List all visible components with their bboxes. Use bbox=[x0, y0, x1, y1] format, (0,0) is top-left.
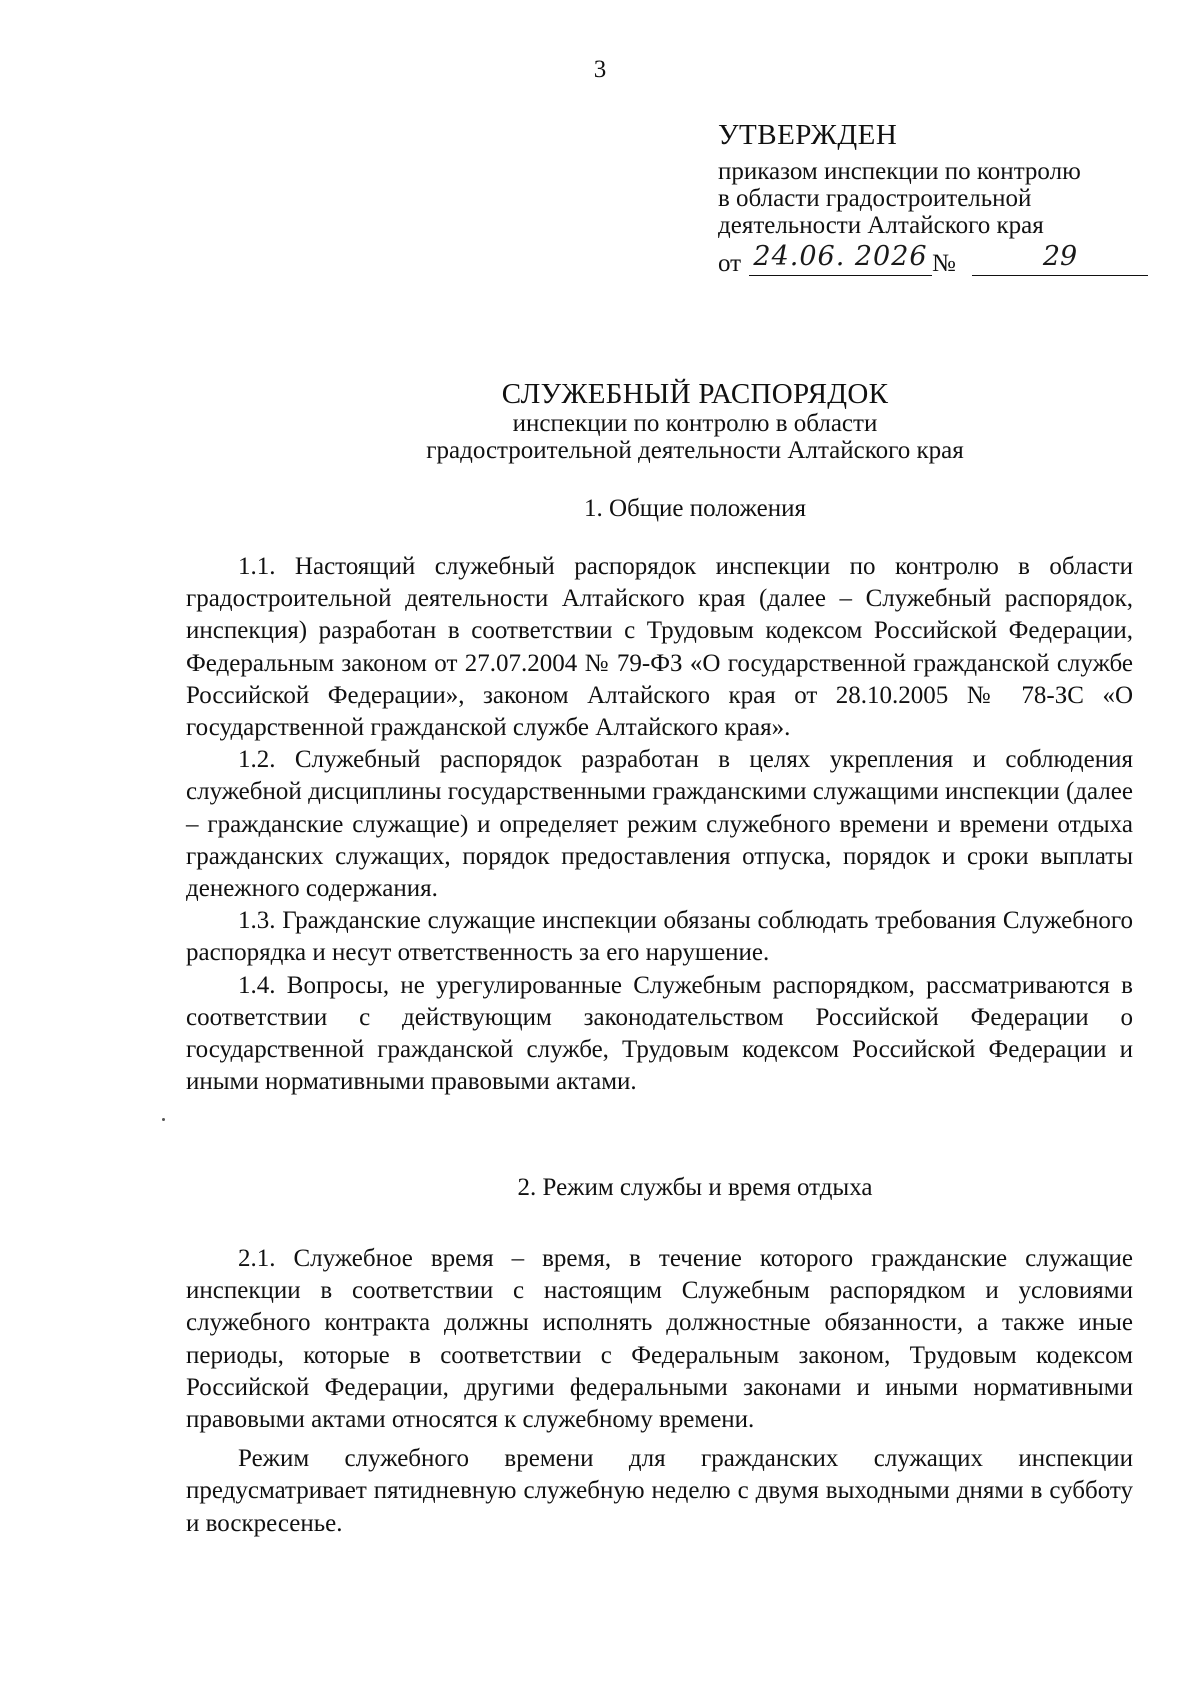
approval-line-3: деятельности Алтайского края bbox=[718, 212, 1044, 239]
date-prefix: от bbox=[718, 250, 742, 277]
handwritten-order-number: 29 bbox=[972, 239, 1148, 276]
paragraph-1-4: 1.4. Вопросы, не урегулированные Служебным распорядком, рассматриваются в соответствии с действующим законодательством Российской Федерации о государственной гражданской службе, Трудовым кодексом Российской Федерации и иными нормативными правовыми актами. bbox=[186, 971, 1133, 1096]
document-title-line-3: градостроительной деятельности Алтайского края bbox=[426, 437, 964, 464]
approval-line-1: приказом инспекции по контролю bbox=[718, 158, 1081, 185]
number-label: № bbox=[932, 250, 956, 277]
paragraph-1-2: 1.2. Служебный распорядок разработан в целях укрепления и соблюдения служебной дисциплины государственными гражданскими служащими инспекции (далее – гражданские служащие) и определяет режим служебного времени и времени отдыха гражданских служащих, порядок предоставления отпуска, порядок и сроки выплаты денежного содержания. bbox=[186, 746, 1133, 903]
document-title-line-1: СЛУЖЕБНЫЙ РАСПОРЯДОК bbox=[501, 378, 889, 410]
paragraph-1-3: 1.3. Гражданские служащие инспекции обязаны соблюдать требования Служебного распорядка и несут ответственность за его нарушение. bbox=[186, 907, 1133, 967]
section-2-heading: 2. Режим службы и время отдыха bbox=[517, 1174, 873, 1201]
approved-title: УТВЕРЖДЕН bbox=[718, 119, 898, 151]
order-date-number-row bbox=[718, 241, 1148, 279]
paragraph-1-1: 1.1. Настоящий служебный распорядок инспекции по контролю в области градостроительной деятельности Алтайского края (далее – Служебный распорядок, инспекция) разработан в соответствии с Трудовым кодексом Российской Федерации, Федеральным законом от 27.07.2004 № 79-ФЗ «О государственной гражданской службе Российской Федерации», законом Алтайского края от 28.10.2005 № 78-ЗС «О государственной гражданской службе Алтайского края». bbox=[186, 553, 1133, 742]
scan-artifact-dot bbox=[162, 1118, 165, 1121]
handwritten-order-date: 24.06. 2026 bbox=[749, 239, 932, 276]
paragraph-2-1: 2.1. Служебное время – время, в течение которого гражданские служащие инспекции в соответствии с настоящим Служебным распорядком и условиями служебного контракта должны исполнять должностные обязанности, а также иные периоды, которые в соответствии с Федеральным законом, Трудовым кодексом Российской Федерации, другими федеральными законами и иными нормативными правовыми актами относятся к служебному времени. bbox=[186, 1245, 1133, 1434]
section-1-heading: 1. Общие положения bbox=[584, 495, 806, 522]
approval-line-2: в области градостроительной bbox=[718, 185, 1032, 212]
paragraph-2-2: Режим служебного времени для гражданских служащих инспекции предусматривает пятидневную служебную неделю с двумя выходными днями в субботу и воскресенье. bbox=[186, 1445, 1133, 1537]
section-1-body bbox=[186, 551, 1133, 1098]
document-title-line-2: инспекции по контролю в области bbox=[512, 410, 878, 437]
approval-stamp-block bbox=[718, 118, 1148, 279]
page-number: 3 bbox=[593, 56, 607, 83]
section-2-body bbox=[186, 1243, 1133, 1540]
document-title bbox=[0, 378, 1200, 464]
